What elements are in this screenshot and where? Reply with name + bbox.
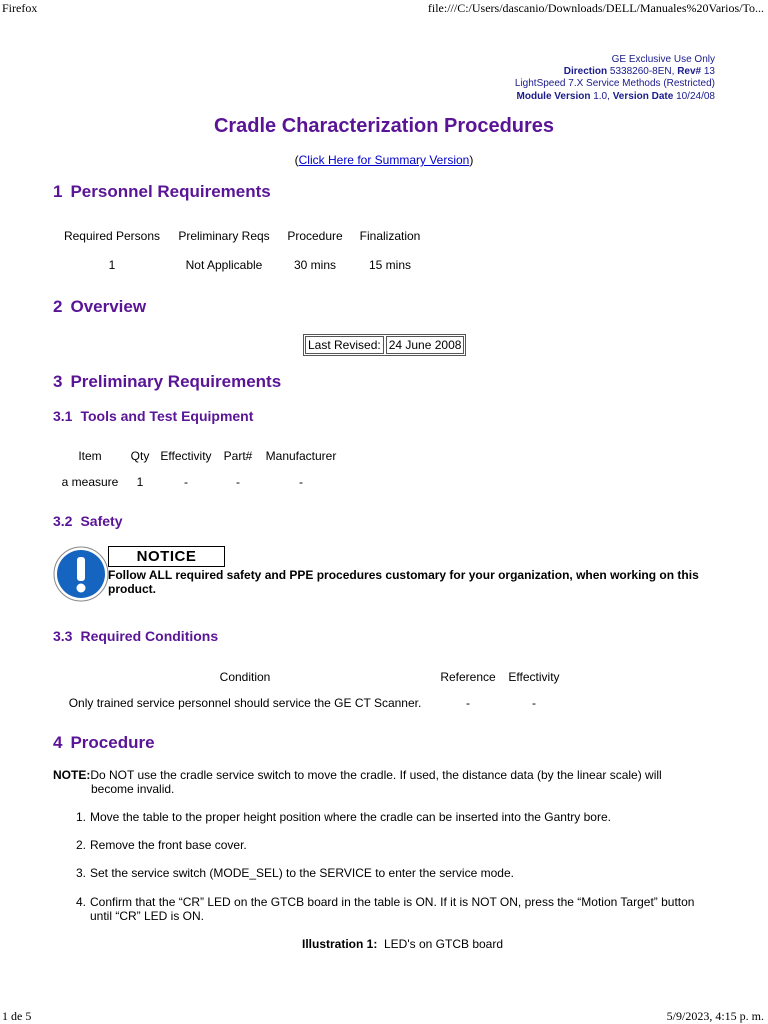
table-header: Finalization bbox=[359, 229, 421, 243]
exclusive-use-label: GE Exclusive Use Only bbox=[611, 54, 715, 65]
section-number: 3.1 bbox=[53, 408, 73, 424]
service-methods-label: LightSpeed 7.X Service Methods (Restricted) bbox=[514, 78, 715, 90]
section-title: Required Conditions bbox=[80, 628, 219, 644]
table-header: Item bbox=[78, 449, 102, 463]
table-cell: 15 mins bbox=[368, 258, 412, 272]
table-header: Qty bbox=[130, 449, 150, 463]
notice-exclamation-icon bbox=[53, 546, 109, 602]
section-number: 3.3 bbox=[53, 628, 73, 644]
note-text-line2: become invalid. bbox=[91, 782, 175, 796]
step-text: Set the service switch (MODE_SEL) to the SERVICE to enter the service mode. bbox=[90, 866, 514, 880]
section-title: Procedure bbox=[70, 733, 155, 752]
table-header: Effectivity bbox=[160, 449, 212, 463]
illustration-caption bbox=[0, 937, 768, 951]
step-number: 3. bbox=[76, 866, 87, 880]
step-text: Confirm that the “CR” LED on the GTCB board in the table is ON. If it is NOT ON, press the “Motion Target” button until “CR” LED is ON. bbox=[90, 895, 695, 923]
illustration-text: LED's on GTCB board bbox=[384, 937, 504, 951]
rev-label: Rev# bbox=[677, 66, 702, 78]
last-revised-value: 24 June 2008 bbox=[386, 336, 465, 354]
section-title: Overview bbox=[70, 297, 147, 316]
list-item bbox=[76, 866, 716, 880]
last-revised-label: Last Revised: bbox=[305, 336, 384, 354]
table-cell: Only trained service personnel should service the GE CT Scanner. bbox=[68, 696, 422, 710]
direction-line bbox=[515, 66, 715, 78]
note-label: NOTE: bbox=[53, 768, 91, 782]
table-header: Manufacturer bbox=[265, 449, 337, 463]
table-header: Preliminary Reqs bbox=[178, 229, 270, 243]
table-cell: 1 bbox=[136, 475, 144, 489]
table-header: Condition bbox=[219, 670, 271, 684]
step-number: 1. bbox=[76, 810, 87, 824]
table-cell: Not Applicable bbox=[185, 258, 263, 272]
page-title: Cradle Characterization Procedures bbox=[213, 115, 555, 137]
list-item bbox=[76, 895, 716, 923]
module-version-value: 1.0, bbox=[593, 90, 610, 102]
table-cell: - bbox=[299, 475, 303, 489]
section-title: Safety bbox=[80, 513, 123, 529]
step-text: Move the table to the proper height position where the cradle can be inserted into the Gantry bore. bbox=[90, 810, 611, 824]
summary-link-line bbox=[0, 153, 768, 167]
section-number: 3 bbox=[53, 372, 63, 391]
table-header: Required Persons bbox=[63, 229, 161, 243]
step-number: 2. bbox=[76, 838, 87, 852]
table-header: Part# bbox=[223, 449, 253, 463]
section-number: 3.2 bbox=[53, 513, 73, 529]
section-heading-preliminary bbox=[53, 372, 281, 392]
table-header: Effectivity bbox=[508, 670, 560, 684]
section-title: Preliminary Requirements bbox=[70, 372, 282, 391]
section-heading-overview bbox=[53, 297, 146, 317]
note-text-line1: Do NOT use the cradle service switch to move the cradle. If used, the distance data (by the linear scale) will bbox=[90, 768, 662, 782]
version-date-label: Version Date bbox=[612, 90, 674, 102]
list-item bbox=[76, 838, 716, 852]
section-heading-personnel bbox=[53, 182, 271, 202]
browser-url: file:///C:/Users/dascanio/Downloads/DELL/Manuales%20Varios/To... bbox=[427, 1, 764, 15]
list-item bbox=[76, 810, 716, 824]
direction-value: 5338260-8EN, bbox=[609, 66, 675, 78]
table-cell: 30 mins bbox=[293, 258, 337, 272]
section-number: 2 bbox=[53, 297, 63, 316]
illustration-label: Illustration 1: bbox=[301, 937, 378, 951]
notice-label: NOTICE bbox=[108, 546, 225, 567]
module-version-label: Module Version bbox=[516, 90, 591, 102]
section-number: 4 bbox=[53, 733, 63, 752]
page-counter: 1 de 5 bbox=[2, 1009, 32, 1023]
print-datetime: 5/9/2023, 4:15 p. m. bbox=[666, 1009, 764, 1023]
table-cell: - bbox=[236, 475, 240, 489]
step-text: Remove the front base cover. bbox=[90, 838, 247, 852]
table-cell: - bbox=[532, 696, 536, 710]
table-cell: - bbox=[466, 696, 470, 710]
subsection-heading-tools bbox=[53, 408, 253, 424]
step-number: 4. bbox=[76, 895, 87, 909]
subsection-heading-conditions bbox=[53, 628, 218, 644]
table-header: Reference bbox=[440, 670, 496, 684]
subsection-heading-safety bbox=[53, 513, 123, 529]
summary-version-link[interactable]: Click Here for Summary Version bbox=[298, 153, 470, 167]
table-cell: 1 bbox=[108, 258, 116, 272]
procedure-note bbox=[53, 768, 713, 796]
rev-value: 13 bbox=[703, 66, 715, 78]
table-cell: a measure bbox=[61, 475, 119, 489]
last-revised-table bbox=[303, 334, 466, 356]
section-number: 1 bbox=[53, 182, 63, 201]
table-header: Procedure bbox=[287, 229, 343, 243]
version-date-value: 10/24/08 bbox=[676, 90, 715, 102]
section-heading-procedure bbox=[53, 733, 155, 753]
summary-paren-close: ) bbox=[469, 153, 474, 167]
browser-app-name: Firefox bbox=[2, 1, 38, 15]
direction-label: Direction bbox=[563, 66, 608, 78]
version-line bbox=[515, 91, 715, 103]
section-title: Tools and Test Equipment bbox=[80, 408, 254, 424]
summary-paren-open: ( bbox=[294, 153, 299, 167]
section-title: Personnel Requirements bbox=[70, 182, 271, 201]
document-meta bbox=[515, 54, 715, 103]
table-cell: - bbox=[184, 475, 188, 489]
notice-text: Follow ALL required safety and PPE procedures customary for your organization, when working on this product. bbox=[108, 568, 699, 596]
